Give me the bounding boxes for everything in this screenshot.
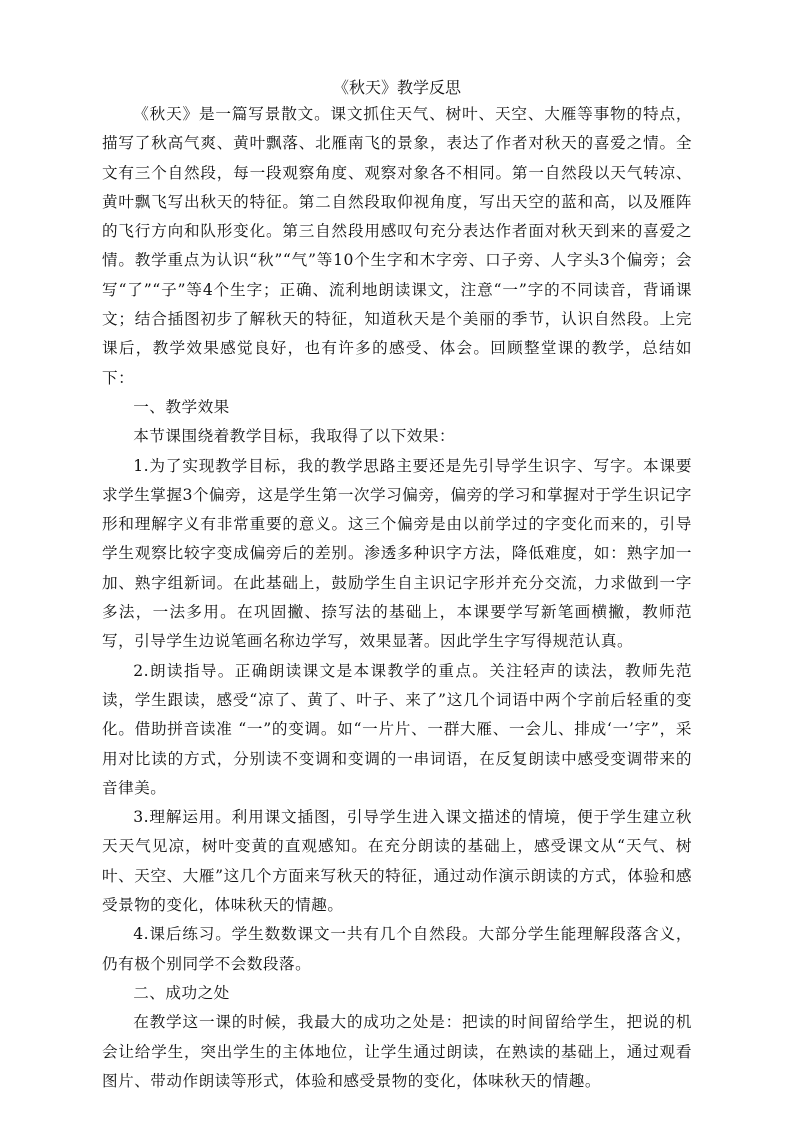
section-heading-success: 二、成功之处	[133, 983, 230, 1002]
intro-paragraph: 《秋天》是一篇写景散文。课文抓住天气、树叶、天空、大雁等事物的特点，描写了秋高气爽、黄叶飘落、北雁南飞的景象，表达了作者对秋天的喜爱之情。全文有三个自然段，每一段观察角度、观察对象各不相同。第一自然段以天气转凉、黄叶飘飞写出秋天的特征。第二自然段取仰视角度，写出天空的蓝和高，以及雁阵的飞行方向和队形变化。第三自然段用感叹句充分表达作者面对秋天到来的喜爱之情。教学重点为认识“秋”“气”等10个生字和木字旁、口子旁、人字头3个偏旁；会写“了”“子”等4个生字；正确、流利地朗读课文，注意“一”字的不同读音，背诵课文；结合插图初步了解秋天的特征，知道秋天是个美丽的季节，认识自然段。上完课后，教学效果感觉良好，也有许多的感受、体会。回顾整堂课的教学，总结如下：	[102, 105, 692, 387]
item-4-paragraph: 4.课后练习。学生数数课文一共有几个自然段。大部分学生能理解段落含义，仍有极个别同学不会数段落。	[102, 925, 692, 973]
section-heading-effects: 一、教学效果	[133, 397, 230, 416]
item-2-paragraph: 2.朗读指导。正确朗读课文是本课教学的重点。关注轻声的读法，教师先范读，学生跟读，感受“凉了、黄了、叶子、来了”这几个词语中两个字前后轻重的变化。借助拼音读准 “一”的变调。如“一片片、一群大雁、一会儿、排成‘一’字”，采用对比读的方式，分别读不变调和变调的一串词语，在反复朗读中感受变调带来的音律美。	[102, 661, 692, 797]
item-3-paragraph: 3.理解运用。利用课文插图，引导学生进入课文描述的情境，便于学生建立秋天天气见凉，树叶变黄的直观感知。在充分朗读的基础上，感受课文从“天气、树叶、天空、大雁”这几个方面来写秋天的特征，通过动作演示朗读的方式，体验和感受景物的变化，体味秋天的情趣。	[102, 808, 692, 915]
section1-lead-paragraph: 本节课围绕着教学目标，我取得了以下效果：	[133, 427, 456, 446]
document-page	[102, 78, 692, 1096]
item-1-paragraph: 1.为了实现教学目标，我的教学思路主要还是先引导学生识字、写字。本课要求学生掌握3个偏旁，这是学生第一次学习偏旁，偏旁的学习和掌握对于学生识记字形和理解字义有非常重要的意义。这三个偏旁是由以前学过的字变化而来的，引导学生观察比较字变成偏旁后的差别。渗透多种识字方法，降低难度，如：熟字加一加、熟字组新词。在此基础上，鼓励学生自主识记字形并充分交流，力求做到一字多法，一法多用。在巩固撇、捺写法的基础上，本课要学写新笔画横撇，教师范写，引导学生边说笔画名称边学写，效果显著。因此学生字写得规范认真。	[102, 456, 692, 651]
document-title: 《秋天》教学反思	[332, 78, 461, 97]
section2-body-paragraph: 在教学这一课的时候，我最大的成功之处是：把读的时间留给学生，把说的机会让给学生，突出学生的主体地位，让学生通过朗读，在熟读的基础上，通过观看图片、带动作朗读等形式，体验和感受景物的变化，体味秋天的情趣。	[102, 1013, 692, 1090]
